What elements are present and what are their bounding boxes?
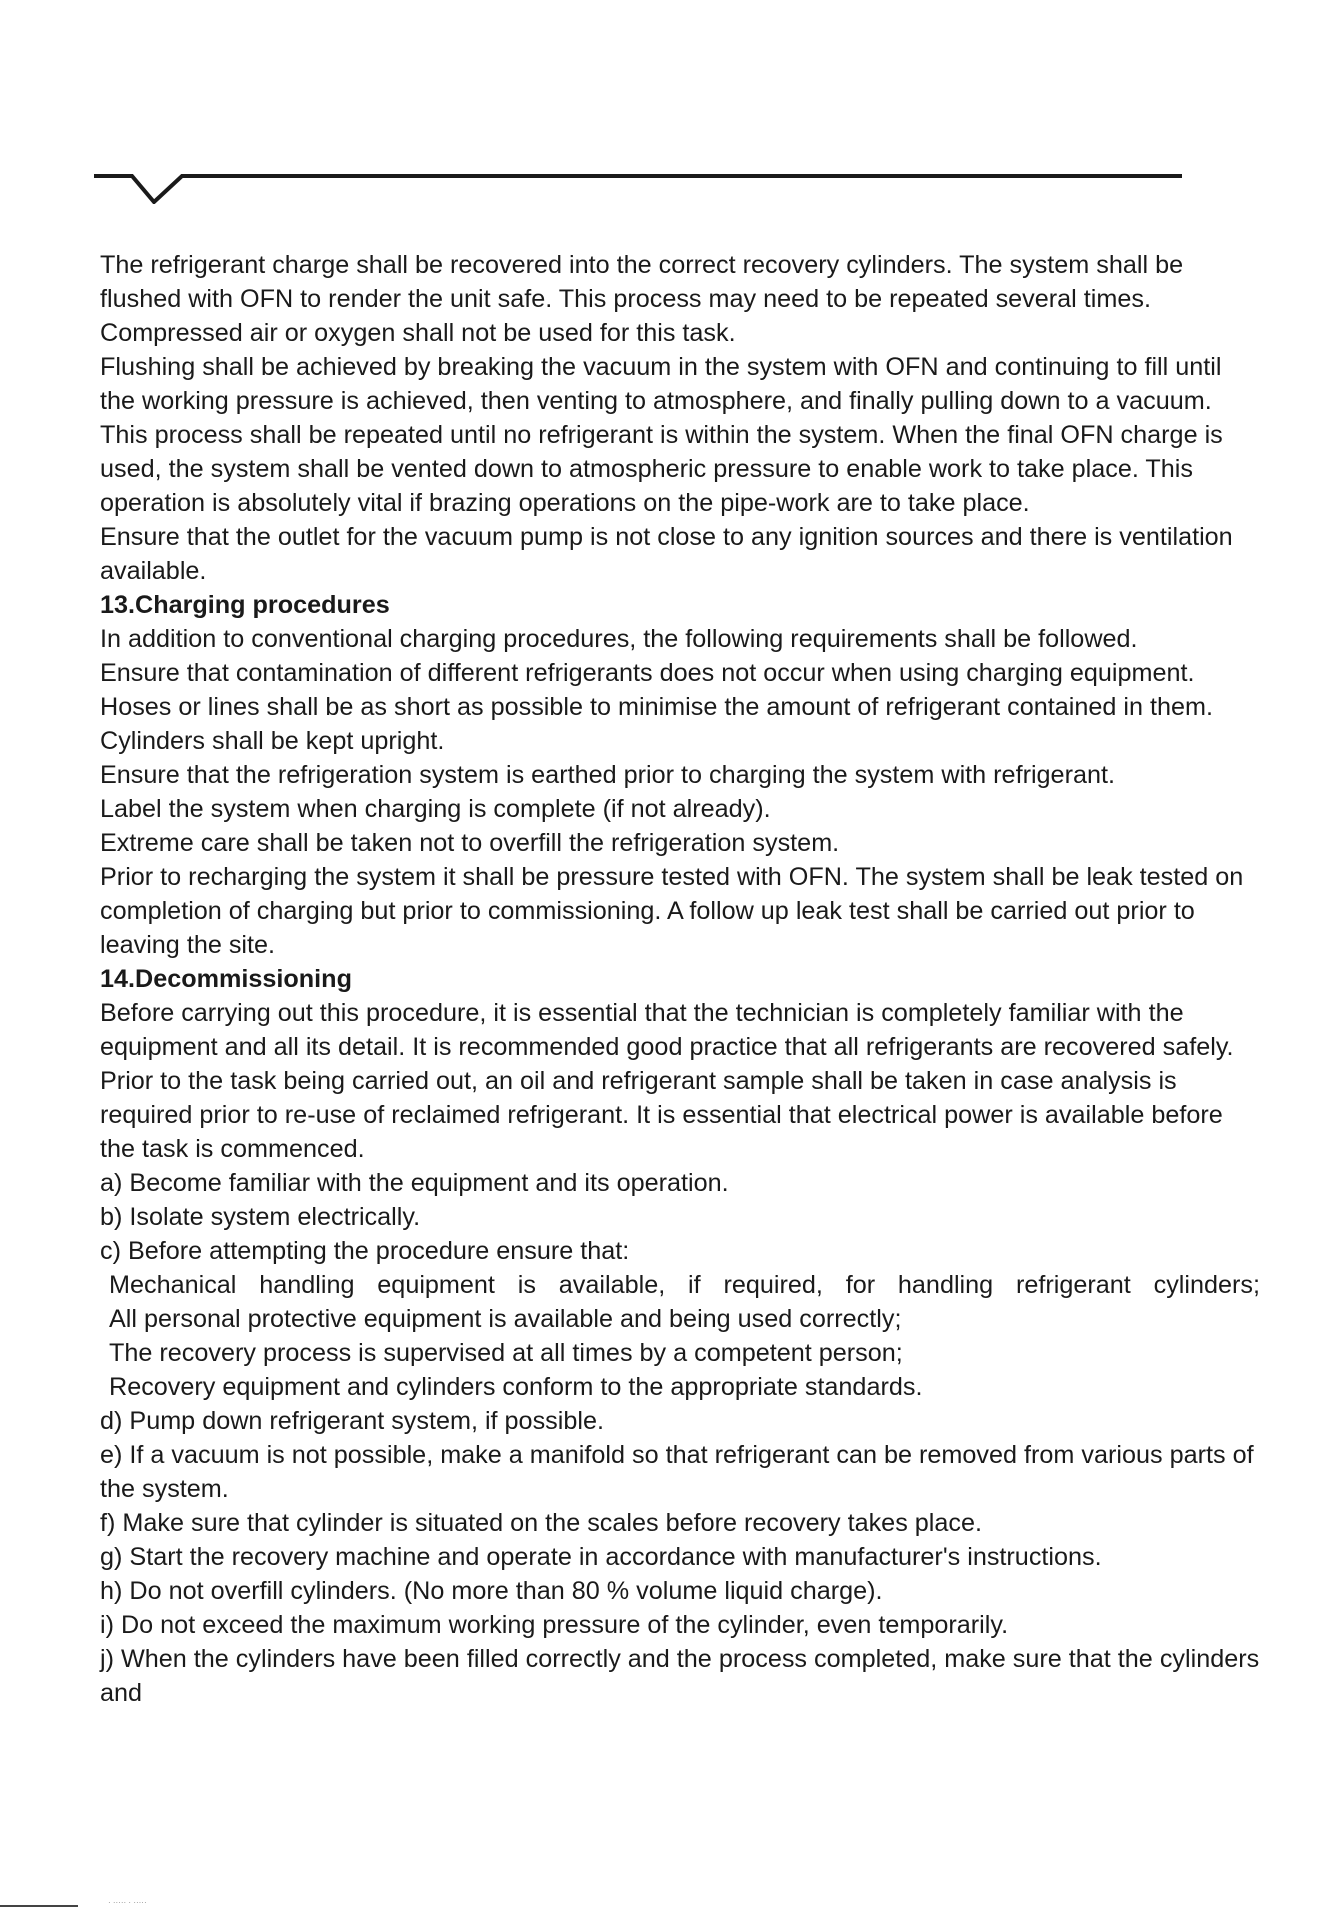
charging-item: In addition to conventional charging procedures, the following requirements shall be followed. [100, 625, 1138, 653]
decommissioning-subitem: Mechanical handling equipment is available, if required, for handling refrigerant cylinders; [109, 1271, 1260, 1299]
decommissioning-step-j: j) When the cylinders have been filled correctly and the process completed, make sure that the cylinders and [100, 1645, 1260, 1707]
decommissioning-step-f: f) Make sure that cylinder is situated on the scales before recovery takes place. [100, 1509, 982, 1537]
decommissioning-step-c: c) Before attempting the procedure ensure that: [100, 1237, 630, 1265]
decommissioning-subitem: All personal protective equipment is available and being used correctly; [109, 1305, 902, 1333]
decommissioning-step-a: a) Become familiar with the equipment and its operation. [100, 1169, 729, 1197]
charging-item: Ensure that the refrigeration system is earthed prior to charging the system with refrigerant. [100, 761, 1115, 789]
decommissioning-subitem: Recovery equipment and cylinders conform to the appropriate standards. [109, 1373, 923, 1401]
footer-rule [0, 1905, 78, 1907]
charging-item: Label the system when charging is complete (if not already). [100, 795, 771, 823]
charging-item: Prior to recharging the system it shall be pressure tested with OFN. The system shall be leak tested on completion of charging but prior to commissioning. A follow up leak test shall be carried out prior to leaving the site. [100, 863, 1244, 959]
charging-item: Ensure that contamination of different refrigerants does not occur when using charging equipment. Hoses or lines shall be as short as possible to minimise the amount of refrigerant contained in them. [100, 659, 1214, 721]
paragraph-flushing: Flushing shall be achieved by breaking the vacuum in the system with OFN and continuing to fill until the working pressure is achieved, then venting to atmosphere, and finally pulling down to a vacuum. This process shall be repeated until no refrigerant is within the system. When the final OFN charge is used, the system shall be vented down to atmospheric pressure to enable work to take place. This operation is absolutely vital if brazing operations on the pipe-work are to take place. [100, 353, 1223, 517]
decommissioning-step-e: e) If a vacuum is not possible, make a manifold so that refrigerant can be removed from various parts of the system. [100, 1441, 1254, 1503]
section-heading-charging: 13.Charging procedures [100, 591, 390, 619]
decommissioning-subitem: The recovery process is supervised at all times by a competent person; [109, 1339, 903, 1367]
charging-item: Extreme care shall be taken not to overfill the refrigeration system. [100, 829, 840, 857]
decommissioning-intro: Before carrying out this procedure, it is essential that the technician is completely familiar with the equipment and all its detail. It is recommended good practice that all refrigerants are recovered safely. Prior to the task being carried out, an oil and refrigerant sample shall be taken in case analysis is required prior to re-use of reclaimed refrigerant. It is essential that electrical power is available before the task is commenced. [100, 999, 1234, 1163]
paragraph-vacuum-outlet: Ensure that the outlet for the vacuum pump is not close to any ignition sources and there is ventilation available. [100, 523, 1233, 585]
section-heading-decommissioning: 14.Decommissioning [100, 965, 352, 993]
decommissioning-step-g: g) Start the recovery machine and operate in accordance with manufacturer's instructions. [100, 1543, 1102, 1571]
decommissioning-step-h: h) Do not overfill cylinders. (No more than 80 % volume liquid charge). [100, 1577, 883, 1605]
footer-text: · ····· · ····· [108, 1898, 147, 1907]
document-body [100, 248, 1260, 1710]
charging-item: Cylinders shall be kept upright. [100, 727, 445, 755]
header-rule-with-notch [94, 160, 1182, 204]
decommissioning-step-b: b) Isolate system electrically. [100, 1203, 421, 1231]
decommissioning-step-d: d) Pump down refrigerant system, if possible. [100, 1407, 604, 1435]
paragraph-recovery: The refrigerant charge shall be recovered into the correct recovery cylinders. The system shall be flushed with OFN to render the unit safe. This process may need to be repeated several times. Compressed air or oxygen shall not be used for this task. [100, 251, 1184, 347]
decommissioning-step-i: i) Do not exceed the maximum working pressure of the cylinder, even temporarily. [100, 1611, 1009, 1639]
